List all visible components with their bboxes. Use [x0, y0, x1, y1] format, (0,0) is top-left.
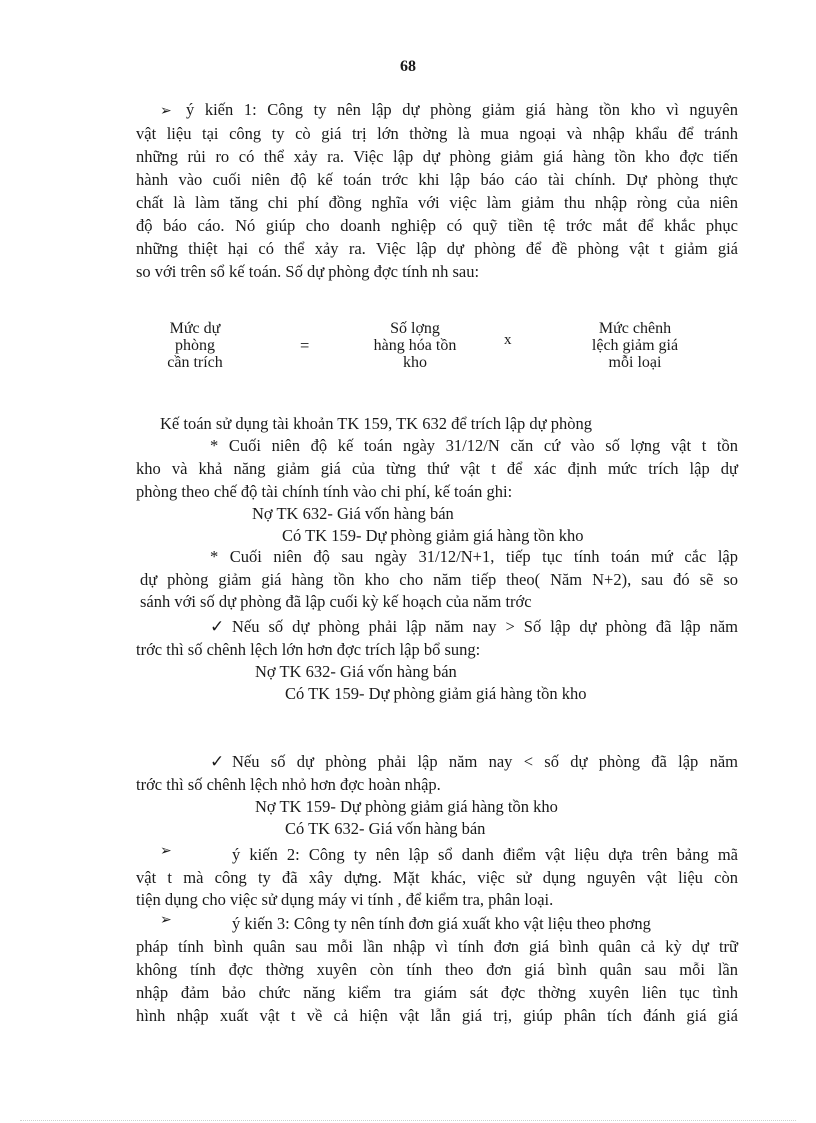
- opinion-1-line: những thiệt hại có thể xảy ra. Việc lập dự phòng để đề phòng vật t giảm giá: [136, 239, 738, 258]
- item-1-credit: Có TK 159- Dự phòng giảm giá hàng tồn kho: [282, 526, 584, 545]
- item-1-debit: Nợ TK 632- Giá vốn hàng bán: [252, 504, 454, 523]
- checkmark-icon: ✓: [210, 752, 225, 771]
- case-2-debit: Nợ TK 159- Dự phòng giảm giá hàng tồn kho: [255, 797, 558, 816]
- formula-times: x: [504, 332, 512, 348]
- opinion-2-line: ý kiến 2: Công ty nên lập sổ danh điểm vật liệu dựa trên bảng mã: [232, 845, 738, 864]
- case-1-line: trớc thì số chênh lệch lớn hơn đợc trích lập bổ sung:: [136, 640, 481, 659]
- arrow-bullet-icon: ➢: [160, 104, 172, 119]
- case-1-credit: Có TK 159- Dự phòng giảm giá hàng tồn kho: [285, 684, 587, 703]
- accounts-intro: Kế toán sử dụng tài khoản TK 159, TK 632 để trích lập dự phòng: [160, 414, 593, 433]
- case-2-credit: Có TK 632- Giá vốn hàng bán: [285, 819, 486, 838]
- page-bottom-divider: [20, 1120, 796, 1121]
- formula-middle: Số lợng hàng hóa tồn kho: [373, 320, 457, 371]
- item-1-line: kho và khả năng giảm giá của từng thứ vật t để xác định mức trích lập dự: [136, 459, 738, 478]
- formula-left: Mức dự phòng cần trích: [167, 320, 223, 371]
- item-1-line: phòng theo chế độ tài chính tính vào chi phí, kế toán ghi:: [136, 482, 513, 501]
- opinion-3-line: hình nhập xuất vật t về cả hiện vật lẫn giá trị, giúp phân tích đánh giá giá: [136, 1006, 738, 1025]
- item-1-line: * Cuối niên độ kế toán ngày 31/12/N căn cứ vào số lợng vật t tồn: [210, 436, 738, 455]
- case-1-first-line: ✓ Nếu số dự phòng phải lập năm nay > Số lập dự phòng đã lập năm: [210, 617, 738, 636]
- item-2-line: sánh với số dự phòng đã lập cuối kỳ kế hoạch của năm trớc: [140, 592, 532, 611]
- opinion-1-line: hành vào cuối niên độ kế toán trớc khi lập báo cáo tài chính. Dự phòng thực: [136, 170, 738, 189]
- formula-equals: =: [300, 336, 310, 355]
- opinion-3-line: không tính đợc thờng xuyên còn tính theo đơn giá bình quân sau mỗi lần: [136, 960, 738, 979]
- opinion-3-line: nhập đảm bảo chức năng kiểm tra giám sát đợc thờng xuyên liên tục tình: [136, 983, 738, 1002]
- opinion-3-line: pháp tính bình quân sau mỗi lần nhập vì tính đơn giá bình quân cả kỳ dự trữ: [136, 937, 738, 956]
- case-2-first-line: ✓ Nếu số dự phòng phải lập năm nay < số dự phòng đã lập năm: [210, 752, 738, 771]
- opinion-3-line: ý kiến 3: Công ty nên tính đơn giá xuất kho vật liệu theo phơng: [232, 914, 651, 933]
- case-1-debit: Nợ TK 632- Giá vốn hàng bán: [255, 662, 457, 681]
- formula-right: Mức chênh lệch giảm giá mỗi loại: [591, 320, 679, 371]
- item-2-line: * Cuối niên độ sau ngày 31/12/N+1, tiếp tục tính toán mứ cắc lập: [210, 547, 738, 566]
- page-number: 68: [400, 58, 416, 75]
- opinion-1-line: so với trên sổ kế toán. Số dự phòng đợc tính nh sau:: [136, 262, 480, 281]
- opinion-1-first-line: ➢ ý kiến 1: Công ty nên lập dự phòng giảm giá hàng tồn kho vì nguyên: [160, 100, 738, 122]
- checkmark-icon: ✓: [210, 617, 225, 636]
- arrow-bullet-icon: ➢: [160, 913, 172, 928]
- opinion-1-line: chất là làm tăng chi phí đồng nghĩa với việc làm giảm thu nhập ròng của niên: [136, 193, 738, 212]
- opinion-1-line: độ báo cáo. Nó giúp cho doanh nghiệp có quỹ tiền tệ trớc mắt để khắc phục: [136, 216, 738, 235]
- opinion-2-line: tiện dụng cho việc sử dụng máy vi tính , để kiểm tra, phân loại.: [136, 890, 554, 909]
- opinion-2-line: vật t mà công ty đã xây dựng. Mặt khác, việc sử dụng nguyên vật liệu còn: [136, 868, 738, 887]
- item-2-line: dự phòng giảm giá hàng tồn kho cho năm tiếp theo( Năm N+2), sau đó sẽ so: [140, 570, 738, 589]
- arrow-bullet-icon: ➢: [160, 844, 172, 859]
- opinion-1-line: vật liệu tại công ty cò giá trị lớn thờng là mua ngoại và nhập khẩu để tránh: [136, 124, 738, 143]
- opinion-1-line: những rủi ro có thể xảy ra. Việc lập dự phòng giảm giá hàng tồn kho đợc tiến: [136, 147, 738, 166]
- case-2-line: trớc thì số chênh lệch nhỏ hơn đợc hoàn nhập.: [136, 775, 441, 794]
